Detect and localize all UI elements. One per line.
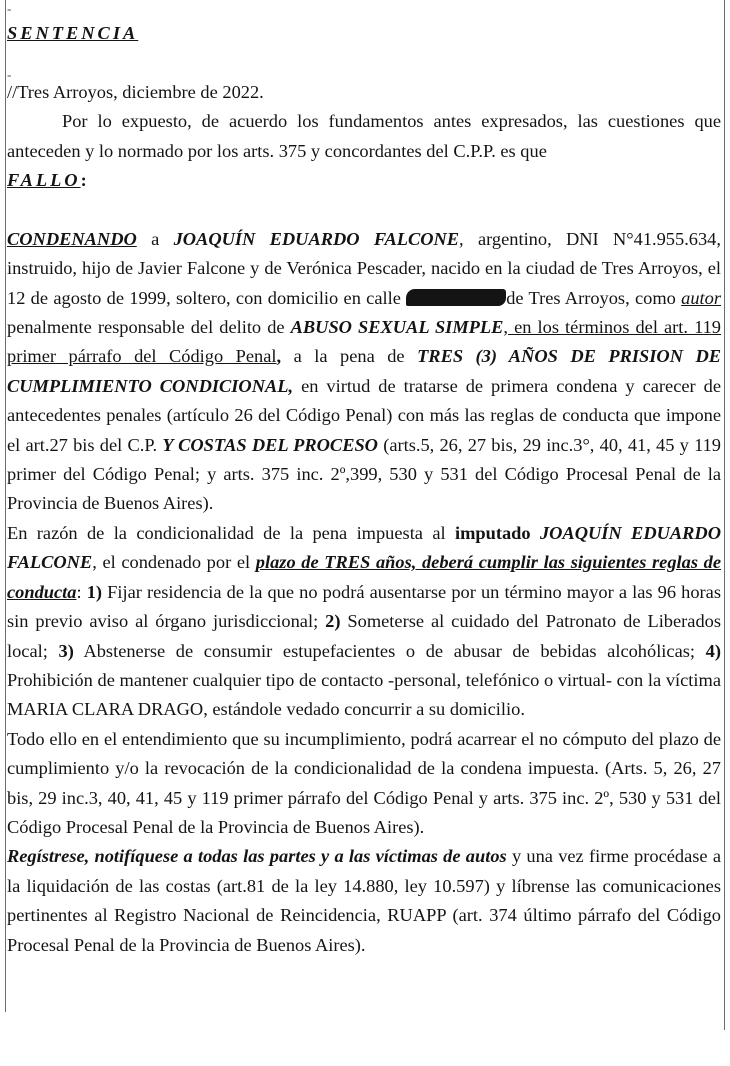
spacer	[7, 195, 721, 224]
text-span: En razón de la condicionalidad de la pena impuesta al	[7, 522, 455, 543]
top-dash: -	[7, 1, 12, 16]
left-margin-line	[5, 0, 6, 1012]
noncompliance-paragraph: Todo ello en el entendimiento que su incumplimiento, podrá acarrear el no cómputo del plazo de cumplimiento y/o la revocación de la condicionalidad de la condena impuesta. (Arts. 5, 26, 27 bis, 29 inc.3, 40, 41, 45 y 119 primer párrafo del Código Penal y arts. 375 inc. 2º, 530 y 531 del Código Procesal Penal de la Provincia de Buenos Aires).	[7, 728, 721, 837]
defendant-name: JOAQUÍN EDUARDO FALCONE	[7, 522, 721, 573]
text-span: ,	[276, 346, 282, 367]
second-dash: -	[7, 67, 12, 82]
article-reference: en los términos del art. 119 primer párrafo del Código Penal	[7, 317, 721, 367]
sentence-heading	[7, 19, 721, 48]
defendant-name: JOAQUÍN EDUARDO FALCONE	[173, 228, 460, 249]
fallo-line	[7, 166, 721, 195]
text-span: a la pena de	[281, 346, 418, 367]
condenando-word: CONDENANDO	[7, 228, 137, 249]
date-line: //Tres Arroyos, diciembre de 2022.	[7, 81, 264, 102]
text-span: en virtud de tratarse de primera condena y carecer de antecedentes penales (artículo 26 del Código Penal) con más las reglas de conducta que impone el art.27 bis del C.P.	[7, 375, 721, 455]
penalty: TRES (3) AÑOS DE PRISION DE CUMPLIMIENTO CONDICIONAL,	[7, 346, 722, 396]
text-span: , argentino, DNI N°41.955.634, instruido, hijo de Javier Falcone y de Verónica Pescader, nacido en la ciudad de Tres Arroyos, el 12 de agosto de 1999, soltero, con domicilio en calle	[7, 228, 721, 308]
redaction-mark	[406, 289, 506, 306]
text-span: penalmente responsable del delito de	[7, 317, 291, 338]
rule-number: 3)	[58, 640, 74, 661]
registration-paragraph	[7, 842, 721, 960]
text-span: Prohibición de mantener cualquier tipo de contacto -personal, telefónico o virtual- con la víctima MARIA CLARA DRAGO, estándole vedado concurrir a su domicilio.	[7, 669, 721, 720]
text-span: (arts.5, 26, 27 bis, 29 inc.3°, 40, 41, 45 y 119 primer del Código Penal; y arts. 375 inc. 2º,399, 530 y 531 del Código Procesal Penal de la Provincia de Buenos Aires).	[7, 434, 721, 514]
intro-paragraph: Por lo expuesto, de acuerdo los fundamentos antes expresados, las cuestiones que anteceden y lo normado por los arts. 375 y concordantes del C.P.P. es que	[7, 111, 721, 161]
rule-number: 2)	[325, 611, 341, 632]
text-span: de Tres Arroyos, como	[506, 287, 682, 308]
sentencia-title: SENTENCIA	[7, 23, 139, 43]
fallo-heading: FALLO	[7, 170, 81, 191]
rule-number: 1)	[86, 581, 103, 602]
rule-number: 4)	[705, 640, 721, 661]
rules-phrase: plazo de TRES años, deberá cumplir las siguientes reglas de conducta	[7, 552, 721, 602]
text-span	[531, 523, 540, 543]
condena-paragraph	[7, 225, 721, 519]
conduct-rules-paragraph	[7, 519, 721, 725]
text-span: a	[136, 228, 174, 249]
registration-phrase: Regístrese, notifíquese a todas las partes y a las víctimas de autos	[7, 846, 507, 867]
text-span: :	[76, 581, 87, 602]
text-span: Someterse al cuidado del Patronato de Liberados local;	[7, 611, 721, 661]
fallo-colon: :	[80, 170, 87, 191]
costs-phrase: Y COSTAS DEL PROCESO	[162, 434, 378, 455]
sentence-document	[7, 19, 721, 960]
text-span: y una vez firme procédase a la liquidación de las costas (art.81 de la ley 14.880, ley 10.597) y líbrense las comunicaciones pertinentes al Registro Nacional de Reincidencia, RUAPP (art. 374 último párrafo del Código Procesal Penal de la Provincia de Buenos Aires).	[7, 846, 721, 955]
text-span: , el condenado por el	[92, 552, 256, 573]
text-span: ,	[503, 317, 509, 338]
text-span: Fijar residencia de la que no podrá ausentarse por un término mayor a las 96 horas sin previo aviso al órgano jurisdiccional;	[7, 581, 721, 632]
spacer	[7, 48, 721, 77]
imputado-word: imputado	[454, 522, 531, 543]
text-span: Abstenerse de consumir estupefacientes o de abusar de bebidas alcohólicas;	[73, 640, 706, 661]
right-margin-line	[724, 0, 725, 1030]
autor-word: autor	[681, 287, 721, 308]
crime-name: ABUSO SEXUAL SIMPLE	[290, 317, 504, 338]
